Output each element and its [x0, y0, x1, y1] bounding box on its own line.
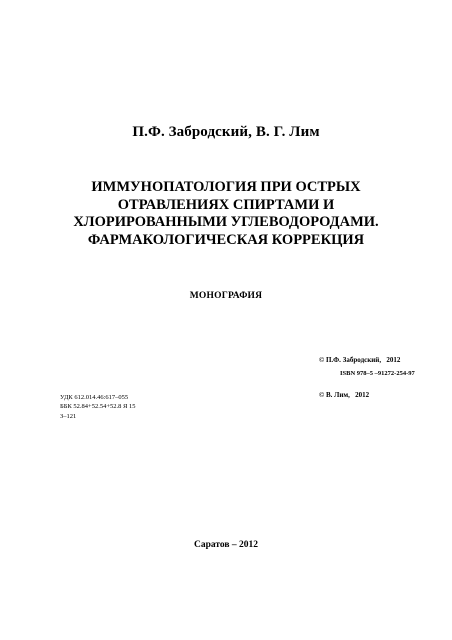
copyright-line-1: © П.Ф. Забродский, 2012 [319, 356, 401, 364]
classification-block [60, 393, 135, 421]
title-line-2: ОТРАВЛЕНИЯХ СПИРТАМИ И [117, 196, 335, 213]
author-mark: З–121 [60, 412, 77, 420]
authors: П.Ф. Забродский, В. Г. Лим [132, 124, 320, 140]
isbn: ISBN 978–5 –91272-254-97 [340, 370, 415, 377]
title-line-1: ИММУНОПАТОЛОГИЯ ПРИ ОСТРЫХ [91, 179, 361, 195]
book-title [0, 179, 452, 249]
title-line-4: ФАРМАКОЛОГИЧЕСКАЯ КОРРЕКЦИЯ [87, 231, 365, 248]
title-line-3: ХЛОРИРОВАННЫМИ УГЛЕВОДОРОДАМИ. [73, 214, 379, 230]
bbk-code: ББК 52.84+52.54+52.8 Я 15 [60, 403, 136, 411]
imprint: Саратов – 2012 [193, 540, 259, 550]
udc-code: УДК 612.014.46:617–055 [60, 394, 129, 401]
copyright-block [319, 332, 400, 424]
copyright-line-2: © В. Лим, 2012 [319, 390, 370, 399]
genre-label: МОНОГРАФИЯ [189, 291, 263, 301]
